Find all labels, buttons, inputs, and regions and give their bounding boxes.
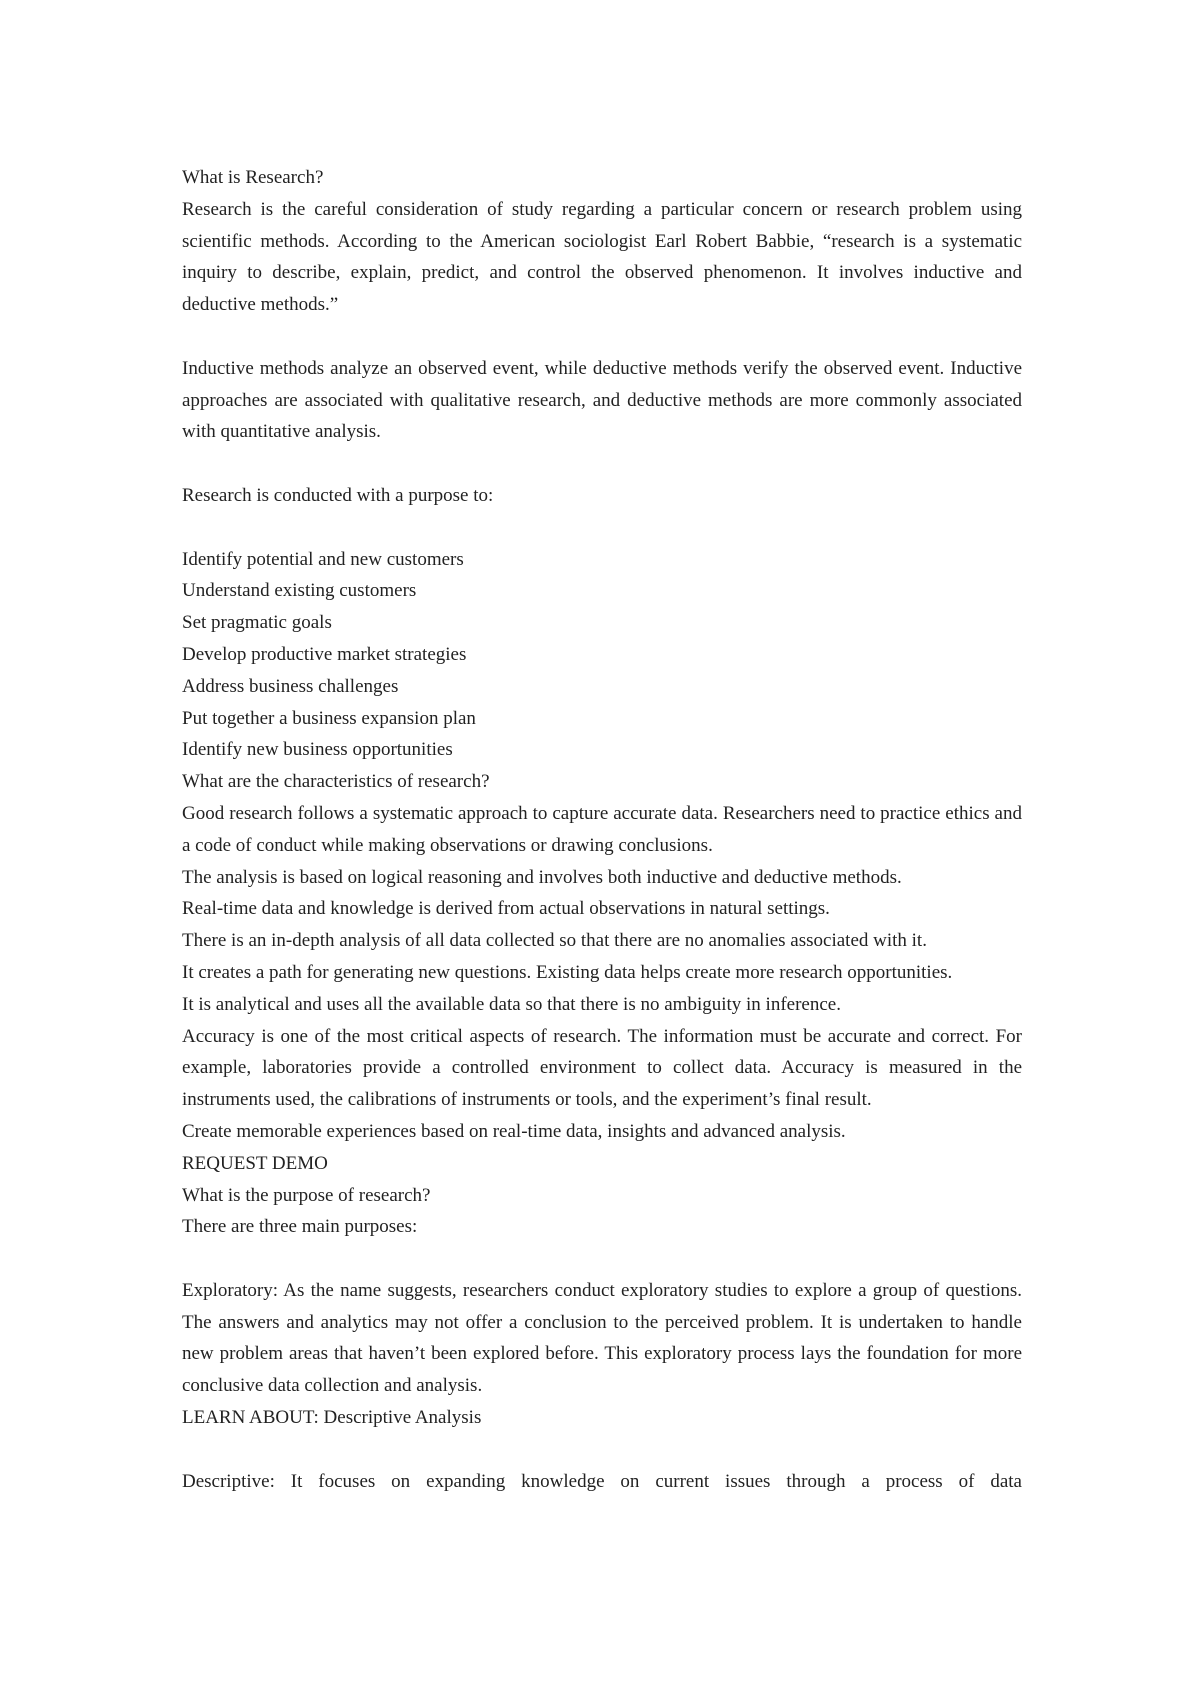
characteristic-item: Real-time data and knowledge is derived from actual observations in natural settings. [182,898,830,920]
three-purposes-text: There are three main purposes: [182,1216,418,1238]
purpose-item: Set pragmatic goals [182,612,332,634]
purpose-item: Identify potential and new customers [182,548,464,570]
characteristic-item: Accuracy is one of the most critical aspects of research. The information must be accurate and correct. For example, laboratories provide a controlled environment to collect data. Accuracy is measured in the instruments used, the calibrations of instruments or tools, and the experiment’s final result. [182,1025,1022,1111]
characteristic-item: It is analytical and uses all the available data so that there is no ambiguity in inference. [182,993,841,1015]
characteristic-item: Good research follows a systematic approach to capture accurate data. Researchers need to practice ethics and a code of conduct while making observations or drawing conclusions. [182,802,1022,856]
cta-text: Create memorable experiences based on real-time data, insights and advanced analysis. [182,1120,846,1142]
characteristic-item: It creates a path for generating new questions. Existing data helps create more research opportunities. [182,961,953,983]
purpose-item: Understand existing customers [182,580,417,602]
learn-about-text: LEARN ABOUT: Descriptive Analysis [182,1407,482,1429]
exploratory-paragraph: Exploratory: As the name suggests, researchers conduct exploratory studies to explore a group of questions. The answers and analytics may not offer a conclusion to the perceived problem. It is undertaken to handle new problem areas that haven’t been explored before. This exploratory process lays the foundation for more conclusive data collection and analysis. [182,1279,1022,1397]
inductive-paragraph: Inductive methods analyze an observed event, while deductive methods verify the observed event. Inductive approaches are associated with qualitative research, and deductive methods are more commonly associated with quantitative analysis. [182,357,1022,443]
characteristic-item: The analysis is based on logical reasoning and involves both inductive and deductive methods. [182,866,902,888]
characteristics-heading: What are the characteristics of research? [182,771,490,793]
purpose-lead: Research is conducted with a purpose to: [182,484,494,506]
heading-what-is-research: What is Research? [182,167,324,188]
intro-paragraph: Research is the careful consideration of study regarding a particular concern or research problem using scientific methods. According to the American sociologist Earl Robert Babbie, “research is a systematic inquiry to describe, explain, predict, and control the observed phenomenon. It involves inductive and deductive methods.” [182,198,1022,316]
characteristic-item: There is an in-depth analysis of all data collected so that there are no anomalies associated with it. [182,930,927,952]
purpose-item: Address business challenges [182,675,399,697]
document-body [182,162,1022,1497]
paragraph-spacer [182,512,1022,544]
descriptive-paragraph: Descriptive: It focuses on expanding knowledge on current issues through a process of data [182,1470,1022,1492]
purpose-heading: What is the purpose of research? [182,1184,431,1206]
request-demo-text: REQUEST DEMO [182,1152,328,1174]
paragraph-spacer [182,1243,1022,1275]
purpose-item: Identify new business opportunities [182,739,453,761]
paragraph-spacer [182,448,1022,480]
purpose-item: Develop productive market strategies [182,643,467,665]
paragraph-spacer [182,321,1022,353]
purpose-item: Put together a business expansion plan [182,707,476,729]
paragraph-spacer [182,1434,1022,1466]
